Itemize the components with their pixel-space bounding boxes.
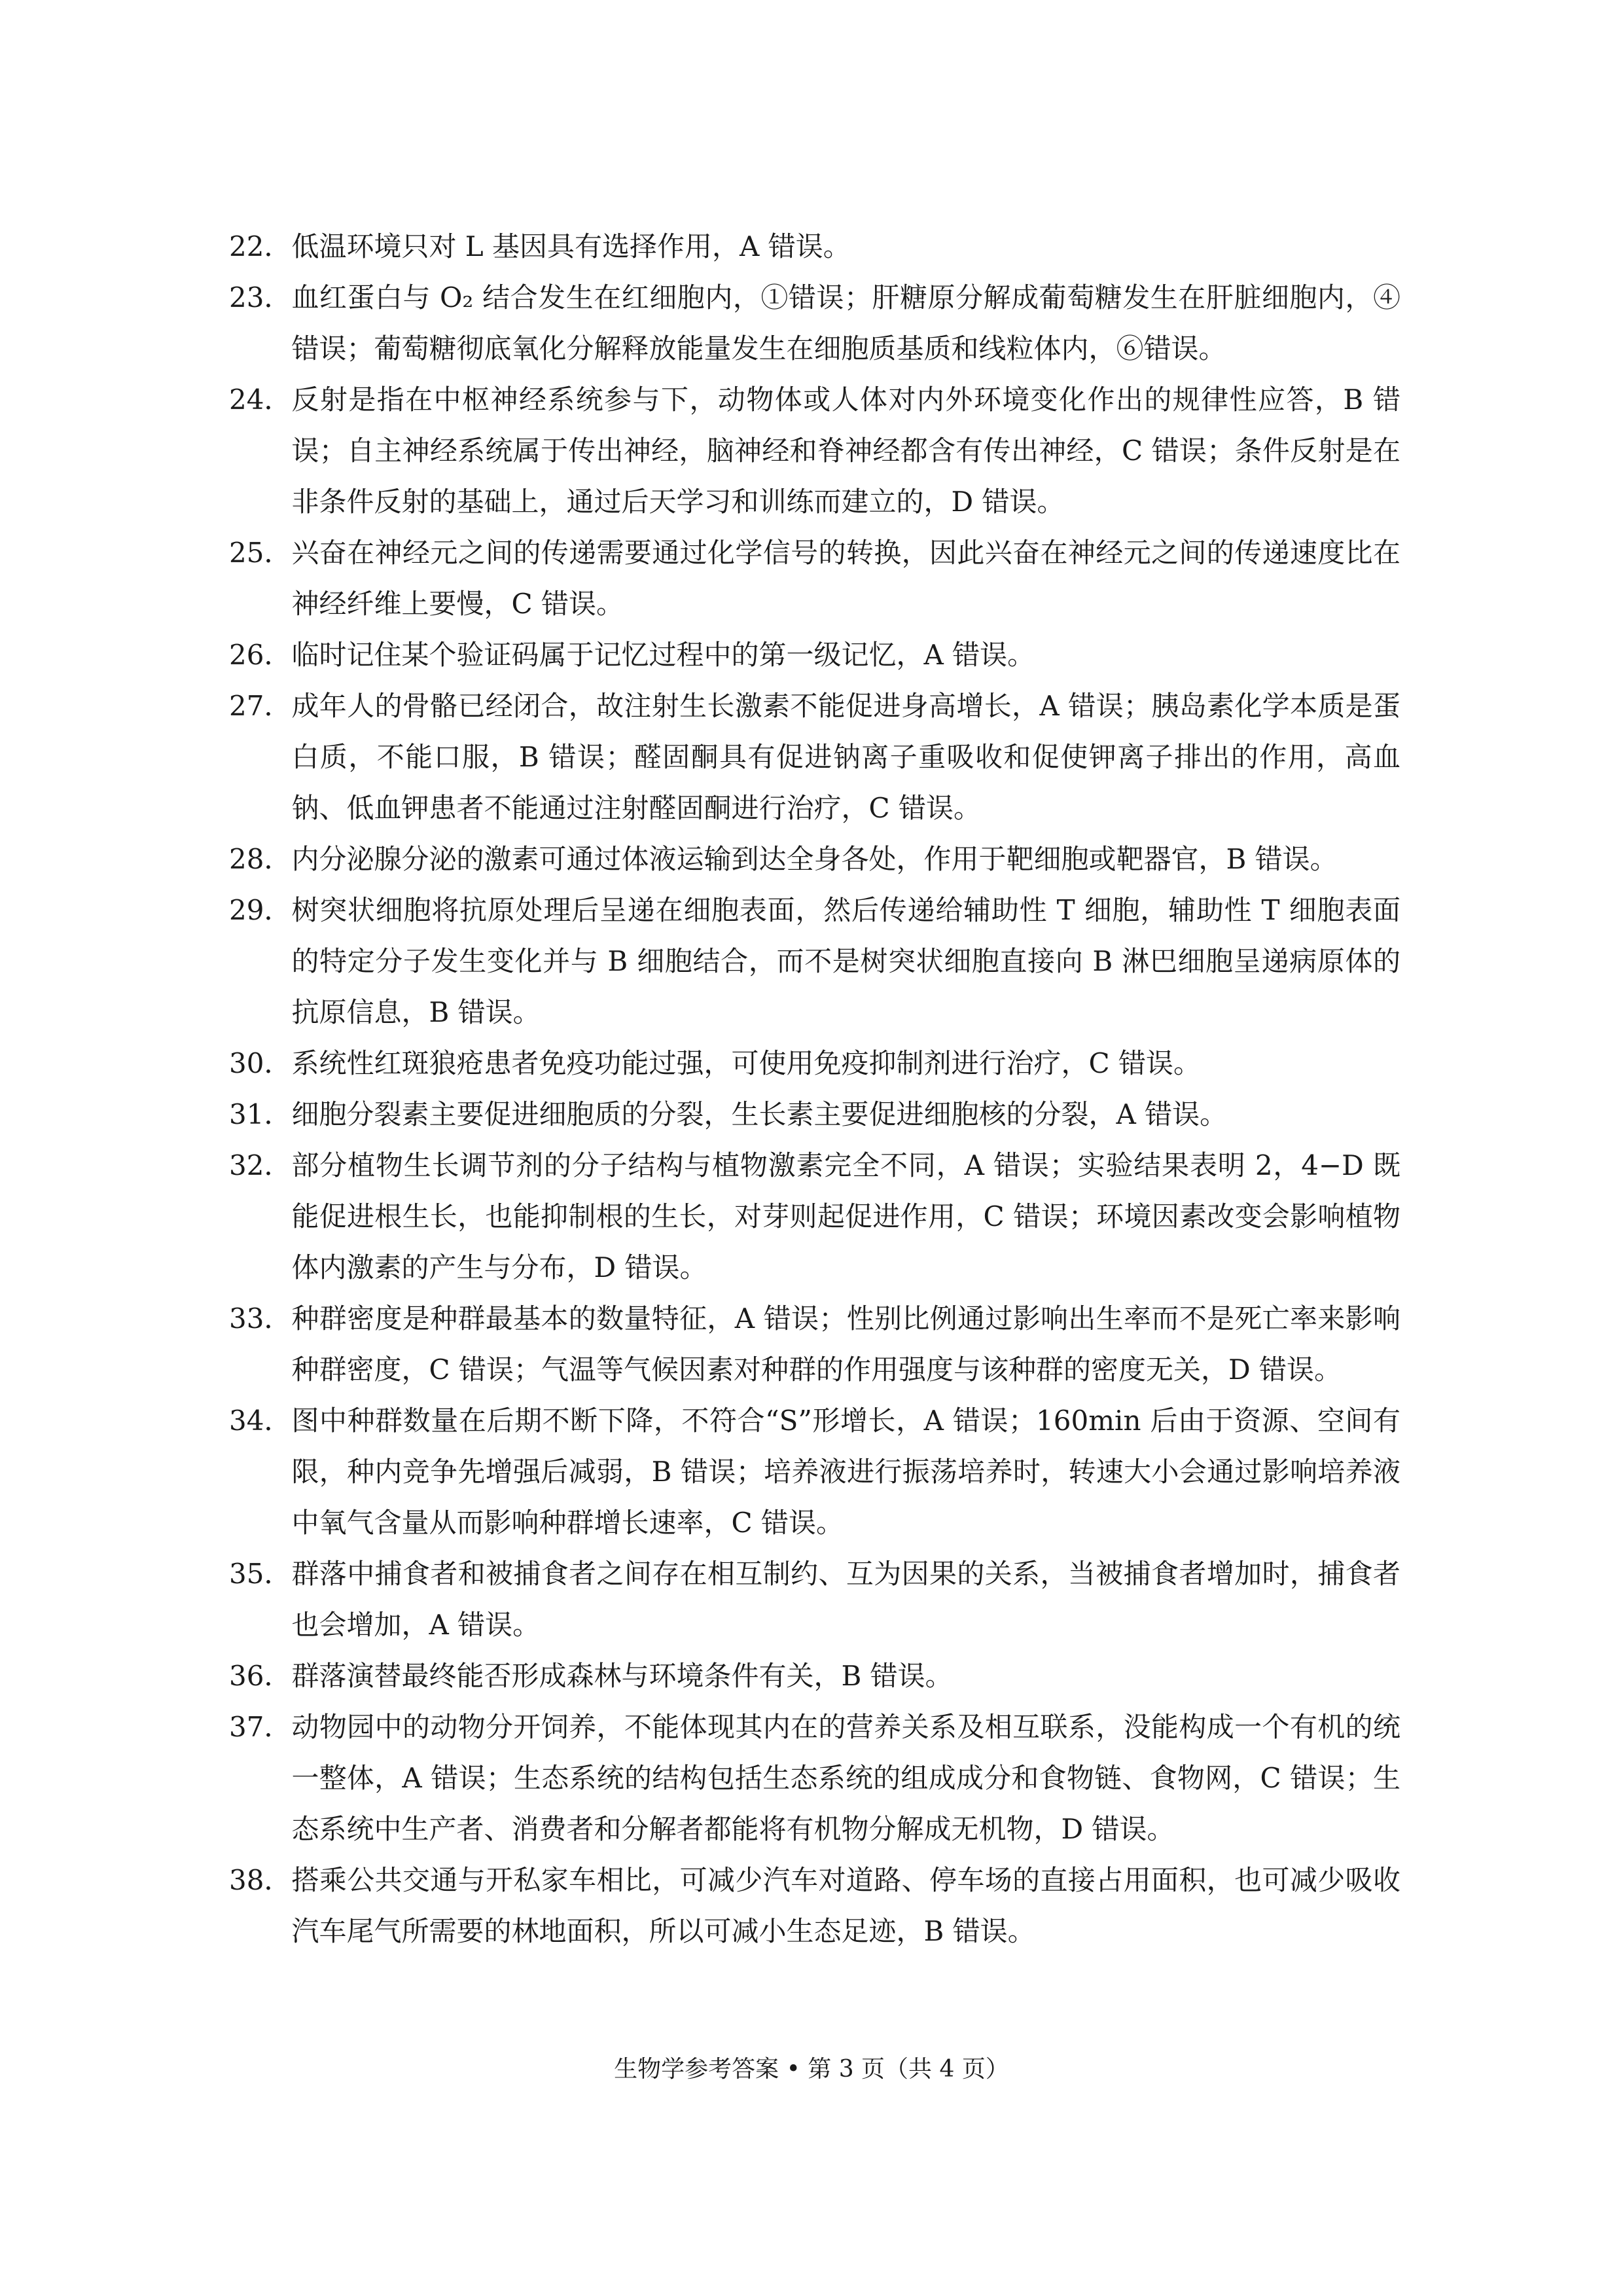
item-number: 35． xyxy=(229,1558,292,1590)
answer-list xyxy=(229,221,1400,1957)
item-number: 33． xyxy=(229,1302,292,1335)
item-number: 31． xyxy=(229,1098,292,1130)
item-number: 38． xyxy=(229,1864,292,1896)
item-text: 动物园中的动物分开饲养，不能体现其内在的营养关系及相互联系，没能构成一个有机的统一整体，A 错误；生态系统的结构包括生态系统的组成成分和食物链、食物网，C 错误；生态系统中生产者、消费者和分解者都能将有机物分解成无机物，D 错误。 xyxy=(291,1711,1400,1845)
answer-item-33 xyxy=(229,1293,1400,1395)
answer-item-22 xyxy=(229,221,1400,272)
item-text: 搭乘公共交通与开私家车相比，可减少汽车对道路、停车场的直接占用面积，也可减少吸收汽车尾气所需要的林地面积，所以可减小生态足迹，B 错误。 xyxy=(291,1864,1400,1947)
item-number: 26． xyxy=(229,639,292,671)
page-footer: 生物学参考答案 • 第 3 页（共 4 页） xyxy=(614,2056,1009,2083)
item-text: 成年人的骨骼已经闭合，故注射生长激素不能促进身高增长，A 错误；胰岛素化学本质是蛋白质，不能口服，B 错误；醛固酮具有促进钠离子重吸收和促使钾离子排出的作用，高血钠、低血钾患者不能通过注射醛固酮进行治疗，C 错误。 xyxy=(291,690,1400,824)
item-text: 群落中捕食者和被捕食者之间存在相互制约、互为因果的关系，当被捕食者增加时，捕食者也会增加，A 错误。 xyxy=(291,1558,1400,1641)
answer-item-36 xyxy=(229,1651,1400,1702)
item-text: 系统性红斑狼疮患者免疫功能过强，可使用免疫抑制剂进行治疗，C 错误。 xyxy=(291,1047,1201,1079)
item-number: 29． xyxy=(229,894,292,926)
item-text: 种群密度是种群最基本的数量特征，A 错误；性别比例通过影响出生率而不是死亡率来影响种群密度，C 错误；气温等气候因素对种群的作用强度与该种群的密度无关，D 错误。 xyxy=(291,1302,1400,1386)
answer-item-24 xyxy=(229,374,1400,528)
item-number: 24． xyxy=(229,384,292,416)
item-text: 部分植物生长调节剂的分子结构与植物激素完全不同，A 错误；实验结果表明 2，4−D 既能促进根生长，也能抑制根的生长，对芽则起促进作用，C 错误；环境因素改变会影响植物体内激素的产生与分布，D 错误。 xyxy=(291,1149,1400,1283)
item-number: 28． xyxy=(229,843,292,875)
item-text: 图中种群数量在后期不断下降，不符合“S”形增长，A 错误；160min 后由于资源、空间有限，种内竞争先增强后减弱，B 错误；培养液进行振荡培养时，转速大小会通过影响培养液中氧气含量从而影响种群增长速率，C 错误。 xyxy=(291,1405,1400,1539)
answer-item-23 xyxy=(229,272,1400,374)
item-number: 27． xyxy=(229,690,292,722)
answer-item-26 xyxy=(229,630,1400,681)
item-text: 群落演替最终能否形成森林与环境条件有关，B 错误。 xyxy=(291,1660,953,1692)
answer-item-28 xyxy=(229,834,1400,885)
answer-item-38 xyxy=(229,1855,1400,1957)
item-text: 血红蛋白与 O₂ 结合发生在红细胞内，①错误；肝糖原分解成葡萄糖发生在肝脏细胞内，④错误；葡萄糖彻底氧化分解释放能量发生在细胞质基质和线粒体内，⑥错误。 xyxy=(291,281,1400,365)
item-number: 36． xyxy=(229,1660,292,1692)
item-text: 反射是指在中枢神经系统参与下，动物体或人体对内外环境变化作出的规律性应答，B 错误；自主神经系统属于传出神经，脑神经和脊神经都含有传出神经，C 错误；条件反射是在非条件反射的基础上，通过后天学习和训练而建立的，D 错误。 xyxy=(291,384,1400,518)
answer-item-29 xyxy=(229,885,1400,1038)
item-number: 37． xyxy=(229,1711,292,1743)
answer-item-32 xyxy=(229,1140,1400,1293)
answer-item-25 xyxy=(229,528,1400,630)
answer-item-30 xyxy=(229,1038,1400,1089)
answer-item-35 xyxy=(229,1549,1400,1651)
item-text: 内分泌腺分泌的激素可通过体液运输到达全身各处，作用于靶细胞或靶器官，B 错误。 xyxy=(291,843,1338,875)
answer-item-31 xyxy=(229,1089,1400,1140)
item-number: 23． xyxy=(229,281,292,314)
item-text: 细胞分裂素主要促进细胞质的分裂，生长素主要促进细胞核的分裂，A 错误。 xyxy=(291,1098,1228,1130)
item-text: 低温环境只对 L 基因具有选择作用，A 错误。 xyxy=(291,230,851,262)
item-number: 25． xyxy=(229,537,292,569)
item-text: 树突状细胞将抗原处理后呈递在细胞表面，然后传递给辅助性 T 细胞，辅助性 T 细胞表面的特定分子发生变化并与 B 细胞结合，而不是树突状细胞直接向 B 淋巴细胞呈递病原体的抗原信息，B 错误。 xyxy=(291,894,1400,1028)
item-number: 22． xyxy=(229,230,292,262)
answer-item-34 xyxy=(229,1395,1400,1549)
answer-item-27 xyxy=(229,681,1400,834)
item-text: 兴奋在神经元之间的传递需要通过化学信号的转换，因此兴奋在神经元之间的传递速度比在神经纤维上要慢，C 错误。 xyxy=(291,537,1400,620)
item-number: 32． xyxy=(229,1149,292,1181)
item-number: 30． xyxy=(229,1047,292,1079)
item-number: 34． xyxy=(229,1405,292,1437)
item-text: 临时记住某个验证码属于记忆过程中的第一级记忆，A 错误。 xyxy=(291,639,1035,671)
answer-item-37 xyxy=(229,1702,1400,1855)
